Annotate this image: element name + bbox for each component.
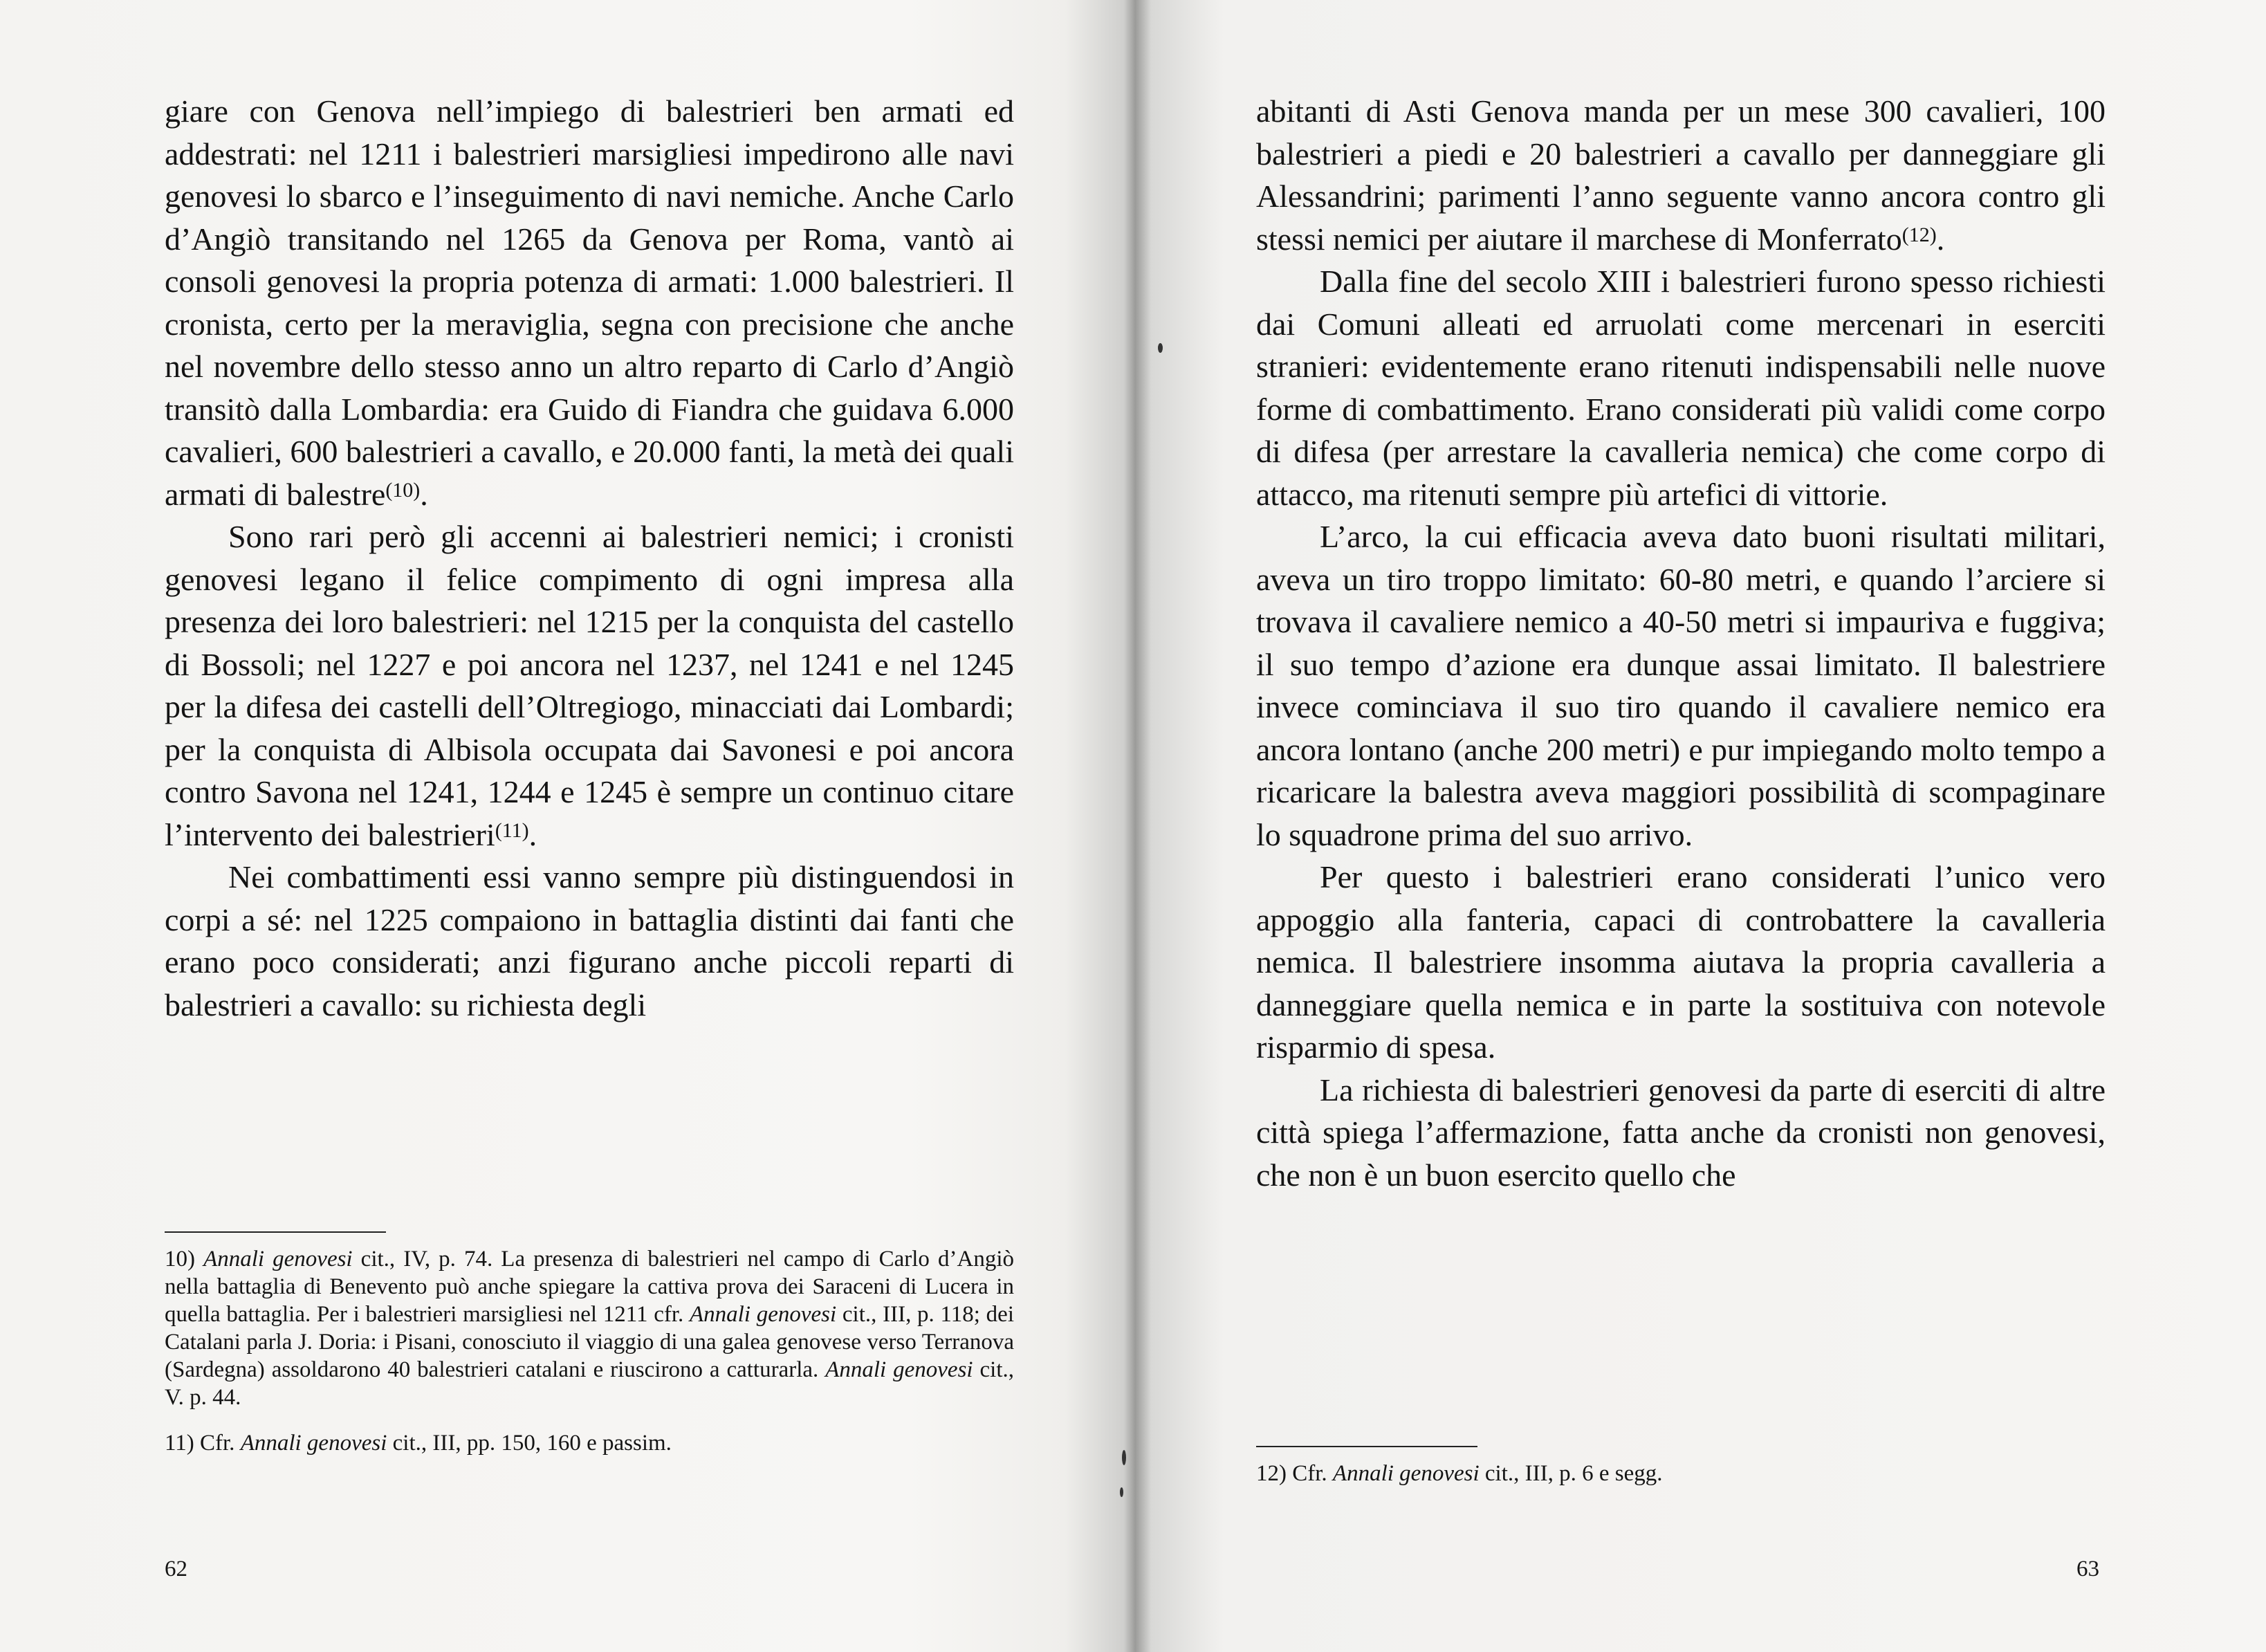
ink-speck: [1158, 343, 1163, 353]
footnote-12: 12) Cfr. Annali genovesi cit., III, p. 6 e segg.: [1256, 1461, 1663, 1486]
left-page: [0, 0, 1127, 1652]
right-page: [1127, 0, 2266, 1652]
ink-speck: [1122, 1450, 1126, 1465]
footnote-ref: (11): [495, 818, 529, 842]
ink-speck: [1120, 1487, 1123, 1497]
paragraph: Per questo i balestrieri erano considerati l’unico vero appoggio alla fanteria, capaci di controbattere la cavalleria nemica. Il balestriere insomma aiutava la propria cavalleria a danneggiare quella nemica e in parte la sostituiva con notevole risparmio di spesa.: [1256, 859, 2106, 1065]
paragraph: abitanti di Asti Genova manda per un mese 300 cavalieri, 100 balestrieri a piedi e 20 balestrieri a cavallo per danneggiare gli Alessandrini; parimenti l’anno seguente vanno ancora contro gli stessi nemici per aiutare il marchese di Monferrato$^{(12)}$.: [1256, 93, 2106, 257]
paragraph: La richiesta di balestrieri genovesi da parte di eserciti di altre città spiega l’affermazione, fatta anche da cronisti non genovesi, che non è un buon esercito quello che: [1256, 1072, 2106, 1193]
footnote-10: 10) Annali genovesi cit., IV, p. 74. La presenza di balestrieri nel campo di Carlo d’Angiò nella battaglia di Benevento può anche spiegare la cattiva prova dei Saraceni di Lucera in quella battaglia. Per i balestrieri marsigliesi nel 1211 cfr. Annali genovesi cit., III, p. 118; dei Catalani parla J. Doria: i Pisani, conosciuto il viaggio di una galea genovese verso Terranova (Sardegna) assoldarono 40 balestrieri catalani e riuscirono a catturarla. Annali genovesi cit., V. p. 44.: [165, 1247, 1014, 1410]
right-body-text: [1256, 90, 2106, 1196]
left-footnotes: [165, 1245, 1014, 1475]
page-number: 62: [165, 1557, 187, 1581]
footnote-ref: (12): [1901, 223, 1937, 246]
paragraph: L’arco, la cui efficacia aveva dato buoni risultati militari, aveva un tiro troppo limitato: 60-80 metri, e quando l’arciere si trovava il cavaliere nemico a 40-50 metri si impauriva e fuggiva; il suo tempo d’azione era dunque assai limitato. Il balestriere invece cominciava il suo tiro quando il cavaliere nemico era ancora lontano (anche 200 metri) e pur impiegando molto tempo a ricaricare la balestra aveva maggiori possibilità di scompaginare lo squadrone prima del suo arrivo.: [1256, 519, 2106, 852]
left-body-text: [165, 90, 1014, 1026]
footnote-divider: [1256, 1446, 1477, 1447]
paragraph: Nei combattimenti essi vanno sempre più distinguendosi in corpi a sé: nel 1225 compaiono in battaglia distinti dai fanti che erano poco considerati; anzi figurano anche piccoli reparti di balestrieri a cavallo: su richiesta degli: [165, 859, 1014, 1022]
paragraph: Sono rari però gli accenni ai balestrieri nemici; i cronisti genovesi legano il felice compimento di ogni impresa alla presenza dei loro balestrieri: nel 1215 per la conquista del castello di Bossoli; nel 1227 e poi ancora nel 1237, nel 1241 e nel 1245 per la difesa dei castelli dell’Oltregiogo, minacciati dai Lombardi; per la conquista di Albisola occupata dai Savonesi e poi ancora contro Savona nel 1241, 1244 e 1245 è sempre un continuo citare l’intervento dei balestrieri$^{(11)}$.: [165, 519, 1014, 852]
right-footnotes: [1256, 1460, 2106, 1505]
page-number: 63: [2076, 1557, 2099, 1581]
footnote-divider: [165, 1231, 386, 1233]
footnote-ref: (10): [385, 478, 421, 502]
paragraph: giare con Genova nell’impiego di balestrieri ben armati ed addestrati: nel 1211 i balestrieri marsigliesi impedirono alle navi genovesi lo sbarco e l’inseguimento di navi nemiche. Anche Carlo d’Angiò transitando nel 1265 da Genova per Roma, vantò ai consoli genovesi la propria potenza di armati: 1.000 balestrieri. Il cronista, certo per la meraviglia, segna con precisione che anche nel novembre dello stesso anno un altro reparto di Carlo d’Angiò transitò dalla Lombardia: era Guido di Fiandra che guidava 6.000 cavalieri, 600 balestrieri a cavallo, e 20.000 fanti, la metà dei quali armati di balestre$^{(10)}$.: [165, 93, 1014, 512]
footnote-11: 11) Cfr. Annali genovesi cit., III, pp. 150, 160 e passim.: [165, 1431, 672, 1456]
paragraph: Dalla fine del secolo XIII i balestrieri furono spesso richiesti dai Comuni alleati ed arruolati come mercenari in eserciti stranieri: evidentemente erano ritenuti indispensabili nelle nuove forme di combattimento. Erano considerati più validi come corpo di difesa (per arrestare la cavalleria nemica) che come corpo di attacco, ma ritenuti sempre più artefici di vittorie.: [1256, 264, 2106, 512]
